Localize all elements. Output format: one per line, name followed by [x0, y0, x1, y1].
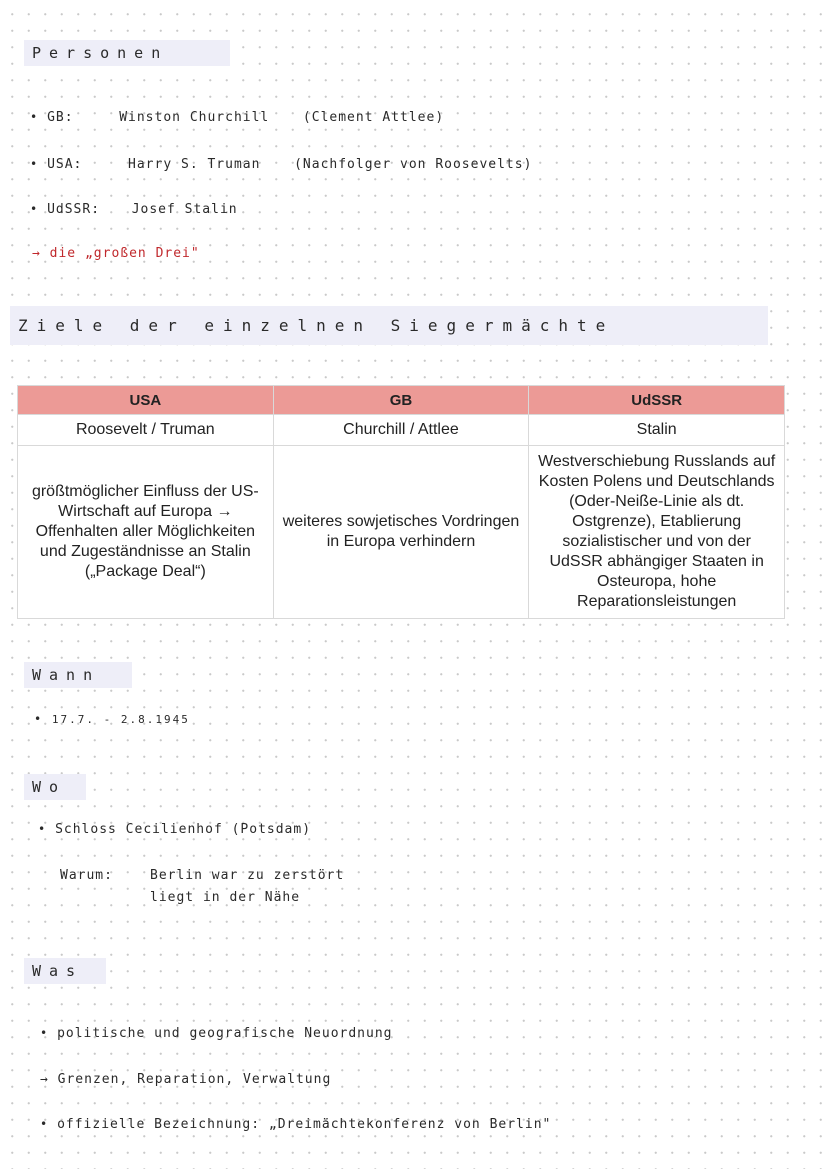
column-header-udssr: UdSSR — [529, 386, 785, 415]
bullet: • — [40, 1117, 49, 1131]
arrow-icon: → — [32, 246, 41, 261]
was-item-3-value: „Dreimächtekonferenz von Berlin" — [268, 1117, 552, 1132]
bullet: • — [30, 110, 39, 124]
person-name: Harry S. Truman — [128, 157, 261, 172]
bullet: • — [38, 822, 47, 836]
cell-name-udssr: Stalin — [529, 415, 785, 446]
date-row — [34, 712, 190, 726]
bullet: • — [34, 712, 44, 726]
reason-line-1: Berlin war zu zerstört — [150, 868, 345, 883]
table-row-names — [18, 415, 785, 446]
cell-goal-gb: weiteres sowjetisches Vordringen in Europa verhindern — [273, 446, 529, 619]
warum-label: Warum: — [60, 868, 113, 883]
arrow-icon: → — [40, 1072, 49, 1087]
person-row-udssr — [30, 202, 238, 217]
big-three-note — [32, 246, 200, 261]
big-three-text: die „großen Drei" — [49, 246, 200, 261]
section-heading-wo: Wo — [24, 774, 86, 800]
person-name: Winston Churchill — [119, 110, 270, 125]
table-header-row — [18, 386, 785, 415]
person-row-usa — [30, 157, 532, 172]
country-label: USA — [47, 157, 74, 172]
person-extra: (Nachfolger von Roosevelts) — [294, 157, 533, 172]
place-row — [38, 822, 311, 837]
cell-goal-udssr: Westverschiebung Russlands auf Kosten Polens und Deutschlands (Oder-Neiße-Linie als dt. Ostgrenze), Etablierung sozialistischer und von der UdSSR abhängiger Staaten in Osteuropa, hohe Reparationsleistungen — [529, 446, 785, 619]
separator: : — [73, 157, 83, 172]
section-heading-ziele: Ziele der einzelnen Siegermächte — [10, 306, 768, 345]
reason-line-2: liegt in der Nähe — [150, 890, 301, 905]
was-item-2-text: Grenzen, Reparation, Verwaltung — [57, 1072, 332, 1087]
bullet: • — [30, 157, 39, 171]
bullet: • — [30, 202, 39, 216]
section-heading-was: Was — [24, 958, 106, 984]
table-row-goals — [18, 446, 785, 619]
country-label: GB — [47, 110, 65, 125]
was-item-1 — [40, 1026, 392, 1041]
person-name: Josef Stalin — [131, 202, 238, 217]
goals-table — [17, 385, 785, 619]
conference-date: 17.7. - 2.8.1945 — [51, 713, 190, 726]
column-header-gb: GB — [273, 386, 529, 415]
cell-name-gb: Churchill / Attlee — [273, 415, 529, 446]
separator: : — [91, 202, 101, 217]
person-row-gb — [30, 110, 444, 125]
section-heading-wann: Wann — [24, 662, 132, 688]
section-heading-personen: Personen — [24, 40, 230, 66]
was-item-3 — [40, 1117, 551, 1132]
was-item-2 — [40, 1072, 331, 1087]
country-label: UdSSR — [47, 202, 92, 217]
bullet: • — [40, 1026, 49, 1040]
cell-name-usa: Roosevelt / Truman — [18, 415, 274, 446]
column-header-usa: USA — [18, 386, 274, 415]
separator: : — [64, 110, 74, 125]
conference-place: Schloss Cecilienhof (Potsdam) — [55, 822, 312, 837]
cell-goal-usa: größtmöglicher Einfluss der US-Wirtschaft auf Europa → Offenhalten aller Möglichkeiten und Zugeständnisse an Stalin („Package Deal“) — [18, 446, 274, 619]
was-item-3-label: offizielle Bezeichnung: — [57, 1117, 261, 1132]
person-extra: (Clement Attlee) — [302, 110, 445, 125]
was-item-1-text: politische und geografische Neuordnung — [57, 1026, 393, 1041]
